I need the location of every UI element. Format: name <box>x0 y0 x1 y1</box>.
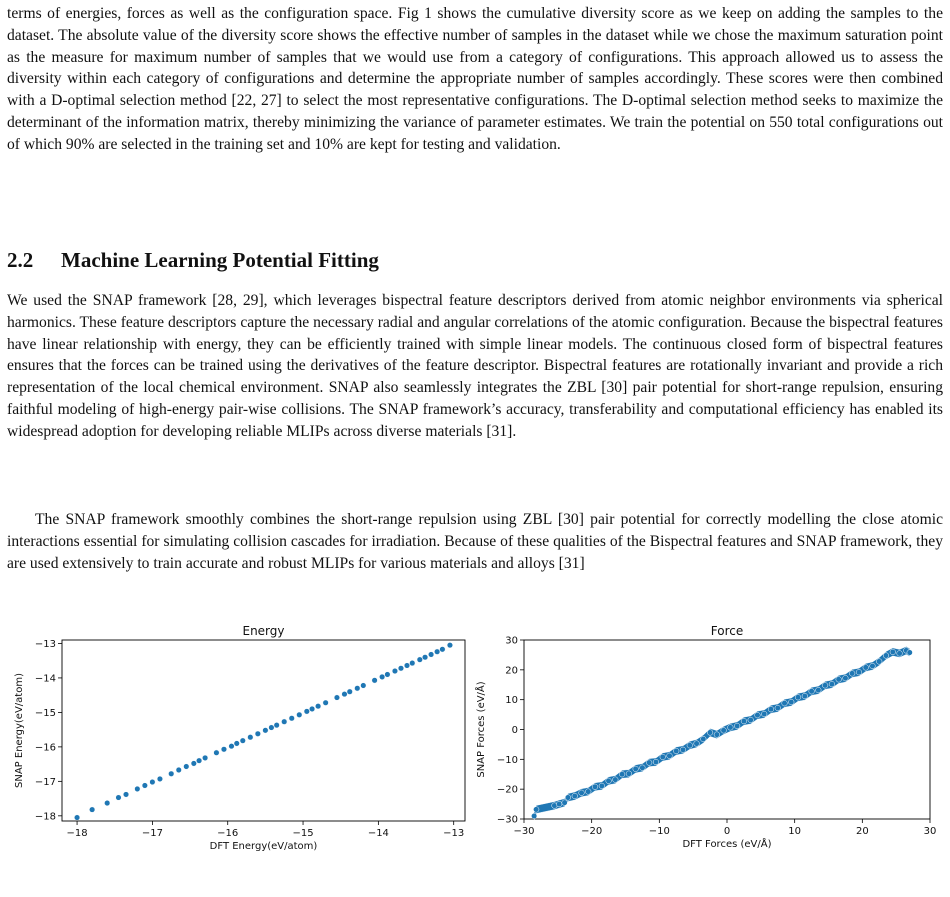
chart1-point <box>876 659 882 665</box>
chart1-ytick-label: 10 <box>505 695 518 707</box>
chart1-point <box>741 718 747 724</box>
chart1-point <box>809 689 815 695</box>
section-title: Machine Learning Potential Fitting <box>61 248 379 272</box>
chart0-point <box>447 642 453 648</box>
chart0-point <box>142 783 148 789</box>
chart1-point <box>694 741 700 747</box>
chart0-point <box>315 703 321 709</box>
chart0-point <box>281 719 287 725</box>
chart0-xtick-label: −13 <box>443 828 465 839</box>
chart1-ytick-label: −20 <box>496 784 518 796</box>
chart0-ytick-label: −17 <box>34 776 56 788</box>
chart0-point <box>104 800 110 806</box>
chart1-xtick-label: −20 <box>581 826 603 837</box>
chart0-ytick-label: −15 <box>34 707 56 719</box>
chart0-point <box>135 786 141 792</box>
chart1-point <box>565 795 571 801</box>
chart1-point <box>843 675 849 681</box>
chart0-point <box>379 674 385 680</box>
chart0-point <box>269 725 275 731</box>
chart0-point <box>214 750 220 756</box>
chart1-point <box>721 728 727 734</box>
chart1-point <box>653 759 659 765</box>
chart1-xtick-label: −10 <box>648 826 670 837</box>
chart1-point <box>646 760 652 766</box>
chart1-point <box>734 723 740 729</box>
chart0-point <box>196 758 202 764</box>
chart1-point <box>782 700 788 706</box>
chart1-point <box>863 665 869 671</box>
chart0-ylabel: SNAP Energy(eV/atom) <box>14 673 25 788</box>
chart1-point <box>707 730 713 736</box>
chart1-xtick-label: 20 <box>855 826 869 837</box>
chart0-xtick-label: −17 <box>141 828 163 839</box>
chart0-xlabel: DFT Energy(eV/atom) <box>209 841 318 852</box>
chart0-point <box>74 815 80 821</box>
chart1-point <box>531 813 537 819</box>
chart0-point <box>428 652 434 658</box>
chart0-point <box>202 755 208 761</box>
chart0-xtick-label: −16 <box>217 828 239 839</box>
chart1-point <box>626 771 632 777</box>
chart0-point <box>221 746 227 752</box>
section-heading <box>7 248 379 273</box>
section-number: 2.2 <box>7 248 34 272</box>
chart0-point <box>342 691 348 697</box>
chart1-point <box>585 789 591 795</box>
chart0-point <box>255 731 261 737</box>
chart1-point <box>562 800 568 806</box>
chart0-point <box>116 795 122 801</box>
chart1-point <box>856 669 862 675</box>
chart0-point <box>191 761 197 767</box>
chart1-point <box>728 725 734 731</box>
energy-scatter-plot <box>0 618 472 858</box>
chart0-point <box>168 771 174 777</box>
chart1-point <box>795 694 801 700</box>
chart0-point <box>354 685 360 691</box>
chart1-xtick-label: 0 <box>723 826 731 837</box>
chart1-point <box>822 683 828 689</box>
chart1-ylabel: SNAP Forces (eV/Å) <box>476 681 487 778</box>
chart1-point <box>556 801 562 807</box>
chart0-point <box>229 743 235 749</box>
chart0-point <box>417 657 423 663</box>
chart0-xtick-label: −15 <box>292 828 314 839</box>
chart0-ytick-label: −18 <box>34 811 56 823</box>
chart1-xtick-label: −30 <box>513 826 535 837</box>
chart1-title: Force <box>710 624 744 638</box>
chart0-point <box>398 665 404 671</box>
chart0-point <box>157 776 163 782</box>
chart0-point <box>409 660 415 666</box>
chart1-xtick-label: 30 <box>923 826 937 837</box>
chart1-ytick-label: 30 <box>505 635 518 647</box>
chart0-point <box>123 792 129 798</box>
chart1-point <box>579 790 585 796</box>
chart0-title: Energy <box>242 624 285 638</box>
chart0-point <box>304 709 310 715</box>
chart0-point <box>323 700 329 706</box>
chart1-point <box>633 766 639 772</box>
chart1-point <box>714 732 720 738</box>
chart1-ytick-label: −10 <box>496 754 518 766</box>
force-scatter-plot <box>472 618 942 858</box>
chart0-point <box>385 672 391 678</box>
chart1-point <box>883 653 889 659</box>
chart1-point <box>768 706 774 712</box>
paragraph-zbl: The SNAP framework smoothly combines the short-range repulsion using ZBL [30] pair potential for correctly modelling the close atomic interactions essential for simulating collision cascades for irradiation. Because of these qualities of the Bispectral features and SNAP framework, they are used extensively to train accurate and robust MLIPs for various materials and alloys [31] <box>7 511 943 572</box>
chart0-point <box>248 734 254 740</box>
chart1-ytick-label: 20 <box>505 665 518 677</box>
chart1-point <box>849 671 855 677</box>
chart1-point <box>907 650 913 656</box>
chart1-point <box>829 681 835 687</box>
chart0-point <box>392 668 398 674</box>
chart1-point <box>761 711 767 717</box>
chart0-point <box>440 647 446 653</box>
chart1-point <box>599 783 605 789</box>
chart1-point <box>775 705 781 711</box>
chart0-point <box>334 695 340 701</box>
chart0-point <box>234 741 240 747</box>
chart0-xtick-label: −14 <box>367 828 389 839</box>
chart0-point <box>309 706 315 712</box>
chart0-xtick-label: −18 <box>66 828 88 839</box>
chart1-point <box>788 699 794 705</box>
chart0-point <box>296 712 302 718</box>
chart1-point <box>870 663 876 669</box>
chart1-point <box>660 754 666 760</box>
chart0-point <box>176 767 182 773</box>
chart0-ytick-label: −13 <box>34 638 56 650</box>
chart1-point <box>897 651 903 657</box>
chart0-point <box>361 683 367 689</box>
chart1-point <box>619 771 625 777</box>
chart1-point <box>592 784 598 790</box>
chart1-point <box>613 777 619 783</box>
chart0-point <box>240 738 246 744</box>
chart1-point <box>572 793 578 799</box>
chart0-point <box>263 728 269 734</box>
chart0-ytick-label: −16 <box>34 742 56 754</box>
chart1-point <box>606 778 612 784</box>
chart1-point <box>890 649 896 655</box>
paragraph-diversity: terms of energies, forces as well as the configuration space. Fig 1 shows the cumulative diversity score as we keep on adding the samples to the dataset. The absolute value of the diversity score shows the effective number of samples in the dataset while we chose the maximum saturation point as the measure for maximum number of samples that we would use from a category of configurations. This approach allowed us to assess the diversity within each category of configurations and determine the appropriate number of samples accordingly. These scores were then combined with a D-optimal selection method [22, 27] to select the most representative configurations. The D-optimal selection method seeks to maximize the determinant of the information matrix, thereby minimizing the variance of parameter estimates. We train the potential on 550 total configurations out of which 90% are selected in the training set and 10% are kept for testing and validation. <box>7 5 943 153</box>
chart1-point <box>816 687 822 693</box>
chart0-point <box>274 722 280 728</box>
chart1-ytick-label: 0 <box>511 725 518 736</box>
chart0-point <box>89 807 95 813</box>
chart1-point <box>667 753 673 759</box>
chart1-point <box>802 693 808 699</box>
chart0-ytick-label: −14 <box>34 673 56 685</box>
chart1-point <box>687 743 693 749</box>
chart1-point <box>755 712 761 718</box>
chart1-point <box>533 807 539 813</box>
paragraph-snap-framework: We used the SNAP framework [28, 29], which leverages bispectral feature descriptors derived from atomic neighbor environments via spherical harmonics. These feature descriptors capture the necessary radial and angular correlations of the atomic configuration. Because the bispectral features have linear relationship with energy, they can be efficiently trained with simple linear models. The continuous closed form of bispectral features ensures that the forces can be trained using the derivatives of the feature descriptor. Bispectral features are rotationally invariant and provide a rich representation of the local chemical environment. SNAP also seamlessly integrates the ZBL [30] pair potential for short-range repulsion, ensuring faithful modeling of high-energy pair-wise collisions. The SNAP framework’s accuracy, transferability and computational efficiency has enabled its widespread adoption for developing reliable MLIPs across diverse materials [31]. <box>7 292 943 440</box>
chart1-point <box>701 736 707 742</box>
chart1-point <box>836 677 842 683</box>
chart0-point <box>434 649 440 655</box>
chart0-point <box>347 689 353 695</box>
chart0-point <box>183 764 189 770</box>
chart0-point <box>289 715 295 721</box>
chart0-point <box>150 779 156 785</box>
chart0-point <box>372 678 378 684</box>
chart1-xtick-label: 10 <box>788 826 802 837</box>
chart1-ytick-label: −30 <box>496 814 518 826</box>
chart1-point <box>748 717 754 723</box>
chart1-point <box>640 765 646 771</box>
chart1-xlabel: DFT Forces (eV/Å) <box>682 839 772 850</box>
chart1-point <box>673 748 679 754</box>
chart0-point <box>422 654 428 660</box>
chart1-point <box>680 747 686 753</box>
chart0-point <box>404 663 410 669</box>
